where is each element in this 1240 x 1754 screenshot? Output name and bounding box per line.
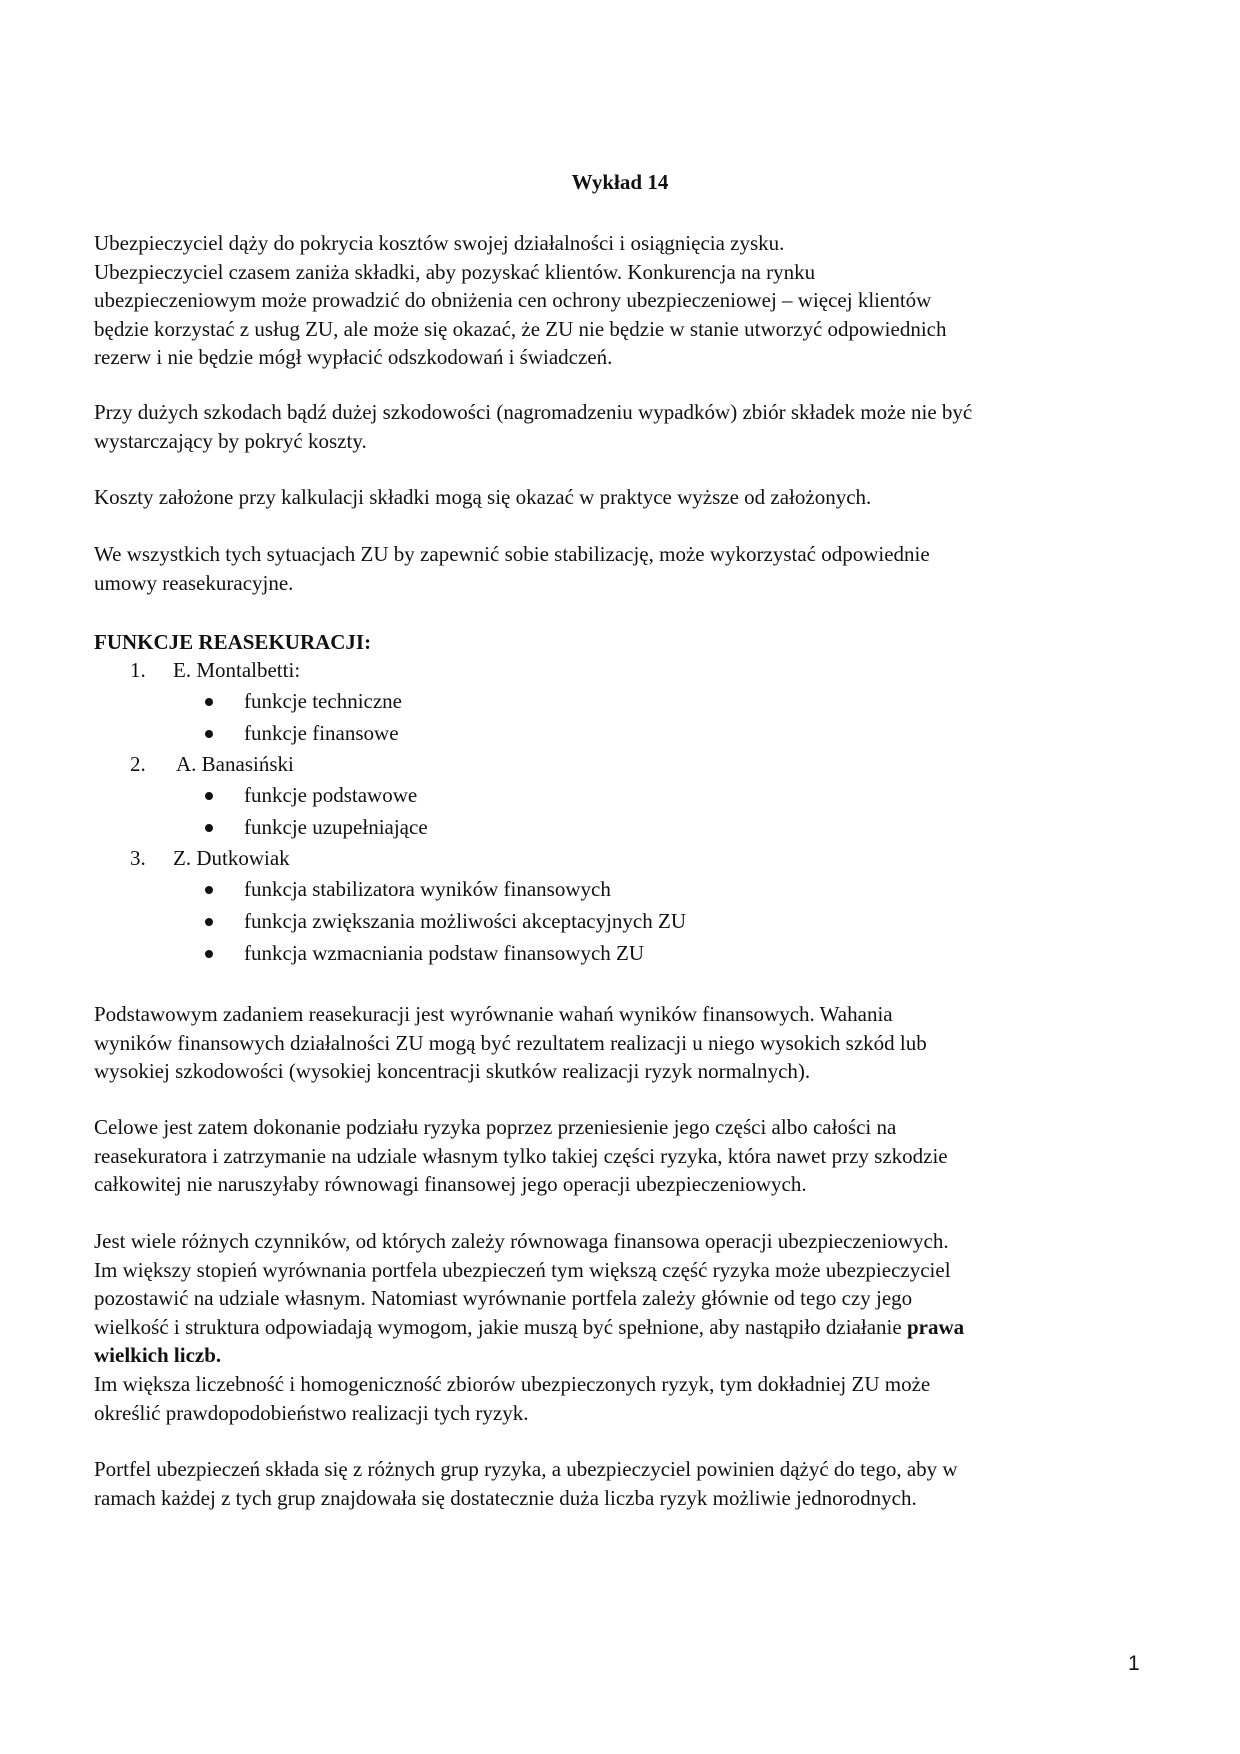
- paragraph-stabilization: [94, 540, 1154, 597]
- author-name: A. Banasiński: [176, 752, 294, 776]
- item-number: 1.: [130, 658, 146, 682]
- text-line: wystarczający by pokryć koszty.: [94, 428, 367, 453]
- text-line: Ubezpieczyciel dąży do pokrycia kosztów swojej działalności i osiągnięcia zysku.: [94, 231, 785, 255]
- bold-term: wielkich liczb.: [94, 1343, 222, 1367]
- text-line: Portfel ubezpieczeń składa się z różnych grup ryzyka, a ubezpieczyciel powinien dążyć do tego, aby w: [94, 1457, 958, 1481]
- text-line: rezerw i nie będzie mógł wypłacić odszkodowań i świadczeń.: [94, 345, 613, 369]
- author-name: Z. Dutkowiak: [173, 846, 290, 870]
- bullet-icon: [205, 886, 213, 894]
- text-line: Im większy stopień wyrównania portfela ubezpieczeń tym większą część ryzyka może ubezpieczyciel: [94, 1257, 951, 1282]
- paragraph-intro: [94, 229, 1154, 372]
- paragraph-risk-division: [94, 1113, 1154, 1199]
- author-name: E. Montalbetti:: [173, 658, 301, 682]
- paragraph-portfolio: [94, 1455, 1154, 1512]
- text-line: ubezpieczeniowym może prowadzić do obniżenia cen ochrony ubezpieczeniowej – więcej klientów: [94, 288, 932, 312]
- text-line: wielkość i struktura odpowiadają wymogom, jakie muszą być spełnione, aby nastąpiło działanie prawa: [94, 1314, 965, 1339]
- text-line: [94, 1341, 1154, 1370]
- bullet-icon: [205, 824, 213, 832]
- bullet-icon: [205, 950, 213, 958]
- item-number: 3.: [130, 846, 146, 870]
- text-line: We wszystkich tych sytuacjach ZU by zapewnić sobie stabilizację, może wykorzystać odpowiednie: [94, 542, 930, 566]
- text-line: określić prawdopodobieństwo realizacji tych ryzyk.: [94, 1400, 529, 1425]
- bullet-icon: [205, 730, 213, 738]
- text-line: reasekuratora i zatrzymanie na udziale własnym tylko takiej części ryzyka, która nawet przy szkodzie: [94, 1143, 948, 1168]
- text-line: umowy reasekuracyjne.: [94, 570, 294, 595]
- text-line: Przy dużych szkodach bądź dużej szkodowości (nagromadzeniu wypadków) zbiór składek może nie być: [94, 400, 973, 424]
- bullet-icon: [205, 918, 213, 926]
- bullet-icon: [205, 698, 213, 706]
- text-line: ramach każdej z tych grup znajdowała się dostatecznie duża liczba ryzyk możliwie jednorodnych.: [94, 1485, 917, 1510]
- text-line: pozostawić na udziale własnym. Natomiast wyrównanie portfela zależy głównie od tego czy jego: [94, 1286, 913, 1310]
- section-heading: FUNKCJE REASEKURACJI:: [94, 630, 372, 654]
- paragraph-homogeneity: [94, 1370, 1154, 1427]
- text-line: Im większa liczebność i homogeniczność zbiorów ubezpieczonych ryzyk, tym dokładniej ZU może: [94, 1372, 931, 1396]
- paragraph-main-task: [94, 1000, 1154, 1086]
- text-line: Celowe jest zatem dokonanie podziału ryzyka poprzez przeniesienie jego części albo całości na: [94, 1115, 897, 1139]
- text-line: Podstawowym zadaniem reasekuracji jest wyrównanie wahań wyników finansowych. Wahania: [94, 1002, 893, 1026]
- text-line: Koszty założone przy kalkulacji składki mogą się okazać w praktyce wyższe od założonych.: [94, 485, 872, 509]
- paragraph-costs: [94, 483, 1154, 512]
- text-line: Ubezpieczyciel czasem zaniża składki, aby pozyskać klientów. Konkurencja na rynku: [94, 259, 816, 284]
- bold-term: prawa: [906, 1314, 965, 1339]
- paragraph-large-losses: [94, 398, 1154, 455]
- item-number: 2.: [130, 752, 146, 776]
- text-line: całkowitej nie naruszyłaby równowagi finansowej jego operacji ubezpieczeniowych.: [94, 1172, 807, 1196]
- text-line: Jest wiele różnych czynników, od których zależy równowaga finansowa operacji ubezpieczeniowych.: [94, 1229, 949, 1253]
- page-number: 1: [1128, 1652, 1140, 1675]
- document-page: Wykład 14 Ubezpieczyciel dąży do pokrycia kosztów swojej działalności i osiągnięcia zysku. Ubezpieczyciel czasem zaniża składki, aby pozyskać klientów. Konkurencja na rynku ubezpieczeniowym może prowadzić do obniżenia cen ochrony ubezpieczeniowej – więcej klientów będzie korzystać z usług ZU, ale może się okazać, że ZU nie będzie w stanie utworzyć odpowiednich rezerw i nie będzie mógł wypłacić odszkodowań i świadczeń. Przy dużych szkodach bądź dużej szkodowości (nagromadzeniu wypadków) zbiór składek może nie być wystarczający by pokryć koszty. Koszty założone przy kalkulacji składki mogą się okazać w praktyce wyższe od założonych. We wszystkich tych sytuacjach ZU by zapewnić sobie stabilizację, może wykorzystać odpowiednie umowy reasekuracyjne. FUNKCJE REASEKURACJI: 1. E. Montalbetti: funkcje techniczne funkcje finansowe 2. A. Banasiński funkcje podstawowe funkcje uzupełniające 3. Z. Dutkowiak funkcja stabilizatora wyników finansowych funkcja zwiększania możliwości akceptacyjnych ZU funkcja wzmacniania podstaw finansowych ZU Podstawowym zadaniem reasekuracji jest wyrównanie wahań wyników finansowych. Wahania wyników finansowych działalności ZU mogą być rezultatem realizacji u niego wysokich szkód lub wysokiej szkodowości (wysokiej koncentracji skutków realizacji ryzyk normalnych). Celowe jest zatem dokonanie podziału ryzyka poprzez przeniesienie jego części albo całości na reasekuratora i zatrzymanie na udziale własnym tylko takiej części ryzyka, która nawet przy szkodzie całkowitej nie naruszyłaby równowagi finansowej jego operacji ubezpieczeniowych. Jest wiele różnych czynników, od których zależy równowaga finansowa operacji ubezpieczeniowych. Im większy stopień wyrównania portfela ubezpieczeń tym większą część ryzyka może ubezpieczyciel pozostawić na udziale własnym. Natomiast wyrównanie portfela zależy głównie od tego czy jego wielkość i struktura odpowiadają wymogom, jakie muszą być spełnione, aby nastąpiło działanie prawa wielkich liczb. Im większa liczebność i homogeniczność zbiorów ubezpieczonych ryzyk, tym dokładniej ZU może określić prawdopodobieństwo realizacji tych ryzyk. Portfel ubezpieczeń składa się z różnych grup ryzyka, a ubezpieczyciel powinien dążyć do tego, aby w ramach każdej z tych grup znajdowała się dostatecznie duża liczba ryzyk możliwie jednorodnych. 1: [0, 0, 1240, 1754]
- text-line: wysokiej szkodowości (wysokiej koncentracji skutków realizacji ryzyk normalnych).: [94, 1059, 811, 1083]
- text-line: wyników finansowych działalności ZU mogą być rezultatem realizacji u niego wysokich szkód lub: [94, 1030, 927, 1055]
- text-line: będzie korzystać z usług ZU, ale może się okazać, że ZU nie będzie w stanie utworzyć odpowiednich: [94, 316, 947, 341]
- bullet-icon: [205, 792, 213, 800]
- document-title: Wykład 14: [571, 170, 669, 194]
- paragraph-factors: [94, 1227, 1154, 1370]
